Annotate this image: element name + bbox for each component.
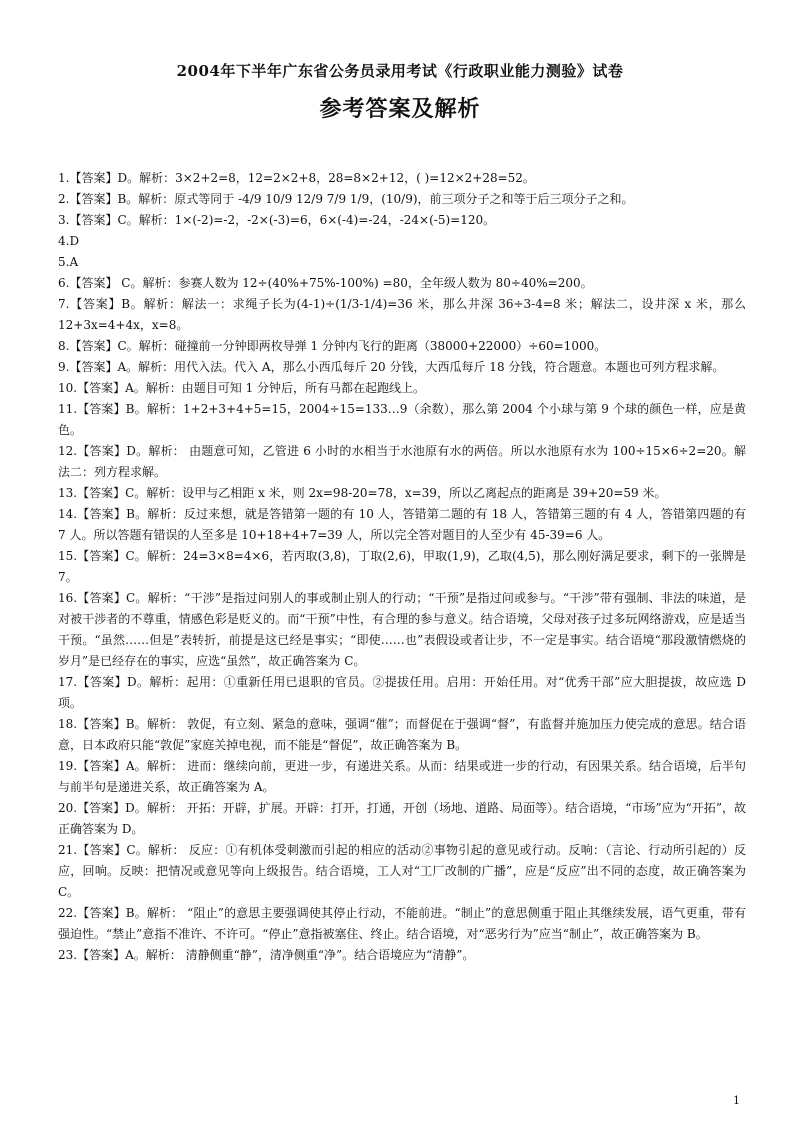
answer-item-8: 8.【答案】C。解析：碰撞前一分钟即两枚导弹 1 分钟内飞行的距离（38000+22000）÷60=1000。 — [58, 339, 607, 353]
answer-item-12: 12.【答案】D。解析： 由题意可知，乙管进 6 小时的水相当于水池原有水的两倍。所以水池原有水为 100÷15×6÷2=20。解法二：列方程求解。 — [58, 444, 746, 479]
answer-item-10: 10.【答案】A。解析：由题目可知 1 分钟后，所有马都在起跑线上。 — [58, 381, 426, 395]
answer-item-22: 22.【答案】B。解析： “阻止”的意思主要强调使其停止行动，不能前进。“制止”的意思侧重于阻止其继续发展，语气更重，带有强迫性。“禁止”意指不准许、不许可。“停止”意指被塞住、终止。结合语境，对“恶劣行为”应当“制止”，故正确答案为 B。 — [58, 906, 746, 941]
document-subtitle: 参考答案及解析 — [319, 96, 481, 122]
answer-item-11: 11.【答案】B。解析：1+2+3+4+5=15，2004÷15=133…9（余数），那么第 2004 个小球与第 9 个球的颜色一样，应是黄色。 — [58, 402, 746, 437]
answer-item-4: 4.D — [58, 234, 80, 248]
answer-item-16: 16.【答案】C。解析：“干涉”是指过问别人的事或制止别人的行动；“干预”是指过问或参与。“干涉”带有强制、非法的味道，是对被干涉者的不尊重，情感色彩是贬义的。而“干预”中性，有合理的参与意义。结合语境，父母对孩子过多玩网络游戏，应是适当干预。“虽然……但是”表转折，前提是这已经是事实；“即使……也”表假设或者让步，不一定是事实。结合语境“那段激情燃烧的岁月”是已经存在的事实，应选“虽然”，故正确答案为 C。 — [58, 591, 746, 668]
answer-item-2: 2.【答案】B。解析：原式等同于 -4/9 10/9 12/9 7/9 1/9，(10/9)，前三项分子之和等于后三项分子之和。 — [58, 192, 634, 206]
answer-item-20: 20.【答案】D。解析： 开拓：开辟，扩展。开辟：打开，打通，开创（场地、道路、局面等）。结合语境，“市场”应为“开拓”，故正确答案为 D。 — [58, 801, 746, 836]
answer-item-3: 3.【答案】C。解析：1×(-2)=-2，-2×(-3)=6，6×(-4)=-24，-24×(-5)=120。 — [58, 213, 496, 227]
page-number: 1 — [733, 1094, 740, 1107]
answer-item-1: 1.【答案】D。解析：3×2+2=8，12=2×2+8，28=8×2+12，( )=12×2+28=52。 — [58, 171, 535, 185]
answer-item-5: 5.A — [58, 255, 79, 269]
answer-item-19: 19.【答案】A。解析： 进而：继续向前，更进一步，有递进关系。从而：结果或进一步的行动，有因果关系。结合语境，后半句与前半句是递进关系，故正确答案为 A。 — [58, 759, 746, 794]
answer-item-23: 23.【答案】A。解析： 清静侧重“静”，清净侧重“净”。结合语境应为“清静”。 — [58, 948, 475, 962]
document-title: 2004年下半年广东省公务员录用考试《行政职业能力测验》试卷 — [176, 62, 624, 80]
answer-item-13: 13.【答案】C。解析：设甲与乙相距 x 米，则 2x=98-20=78，x=39，所以乙离起点的距离是 39+20=59 米。 — [58, 486, 667, 500]
answer-item-18: 18.【答案】B。解析： 敦促，有立刻、紧急的意味，强调“催”；而督促在于强调“督”，有监督并施加压力使完成的意思。结合语意，日本政府只能“敦促”家庭关掉电视，而不能是“督促”，故正确答案为 B。 — [58, 717, 746, 752]
answer-item-9: 9.【答案】A。解析：用代入法。代入 A，那么小西瓜每斤 20 分钱，大西瓜每斤 18 分钱，符合题意。本题也可列方程求解。 — [58, 360, 725, 374]
answer-item-21: 21.【答案】C。解析： 反应：①有机体受刺激而引起的相应的活动②事物引起的意见或行动。反响：（言论、行动所引起的）反应，回响。反映：把情况或意见等向上级报告。结合语境，工人对“工厂改制的广播”，应是“反应”出不同的态度，故正确答案为 C。 — [58, 843, 746, 899]
answer-list — [58, 168, 746, 966]
answer-item-6: 6.【答案】 C。解析：参赛人数为 12÷(40%+75%-100%) =80，全年级人数为 80÷40%=200。 — [58, 276, 593, 290]
answer-item-17: 17.【答案】D。解析：起用：①重新任用已退职的官员。②提拔任用。启用：开始任用。对“优秀干部”应大胆提拔，故应选 D 项。 — [58, 675, 746, 710]
answer-item-15: 15.【答案】C。解析：24=3×8=4×6，若丙取(3,8)，丁取(2,6)，甲取(1,9)，乙取(4,5)，那么刚好满足要求，剩下的一张牌是 7。 — [58, 549, 746, 584]
answer-item-14: 14.【答案】B。解析：反过来想，就是答错第一题的有 10 人，答错第二题的有 18 人，答错第三题的有 4 人，答错第四题的有 7 人。所以答题有错误的人至多是 10+18+4+7=39 人，所以完全答对题目的人至少有 45-39=6 人。 — [58, 507, 746, 542]
answer-item-7: 7.【答案】B。解析：解法一：求绳子长为(4-1)÷(1/3-1/4)=36 米，那么井深 36÷3-4=8 米；解法二，设井深 x 米，那么 12+3x=4+4x，x=8。 — [58, 297, 746, 332]
